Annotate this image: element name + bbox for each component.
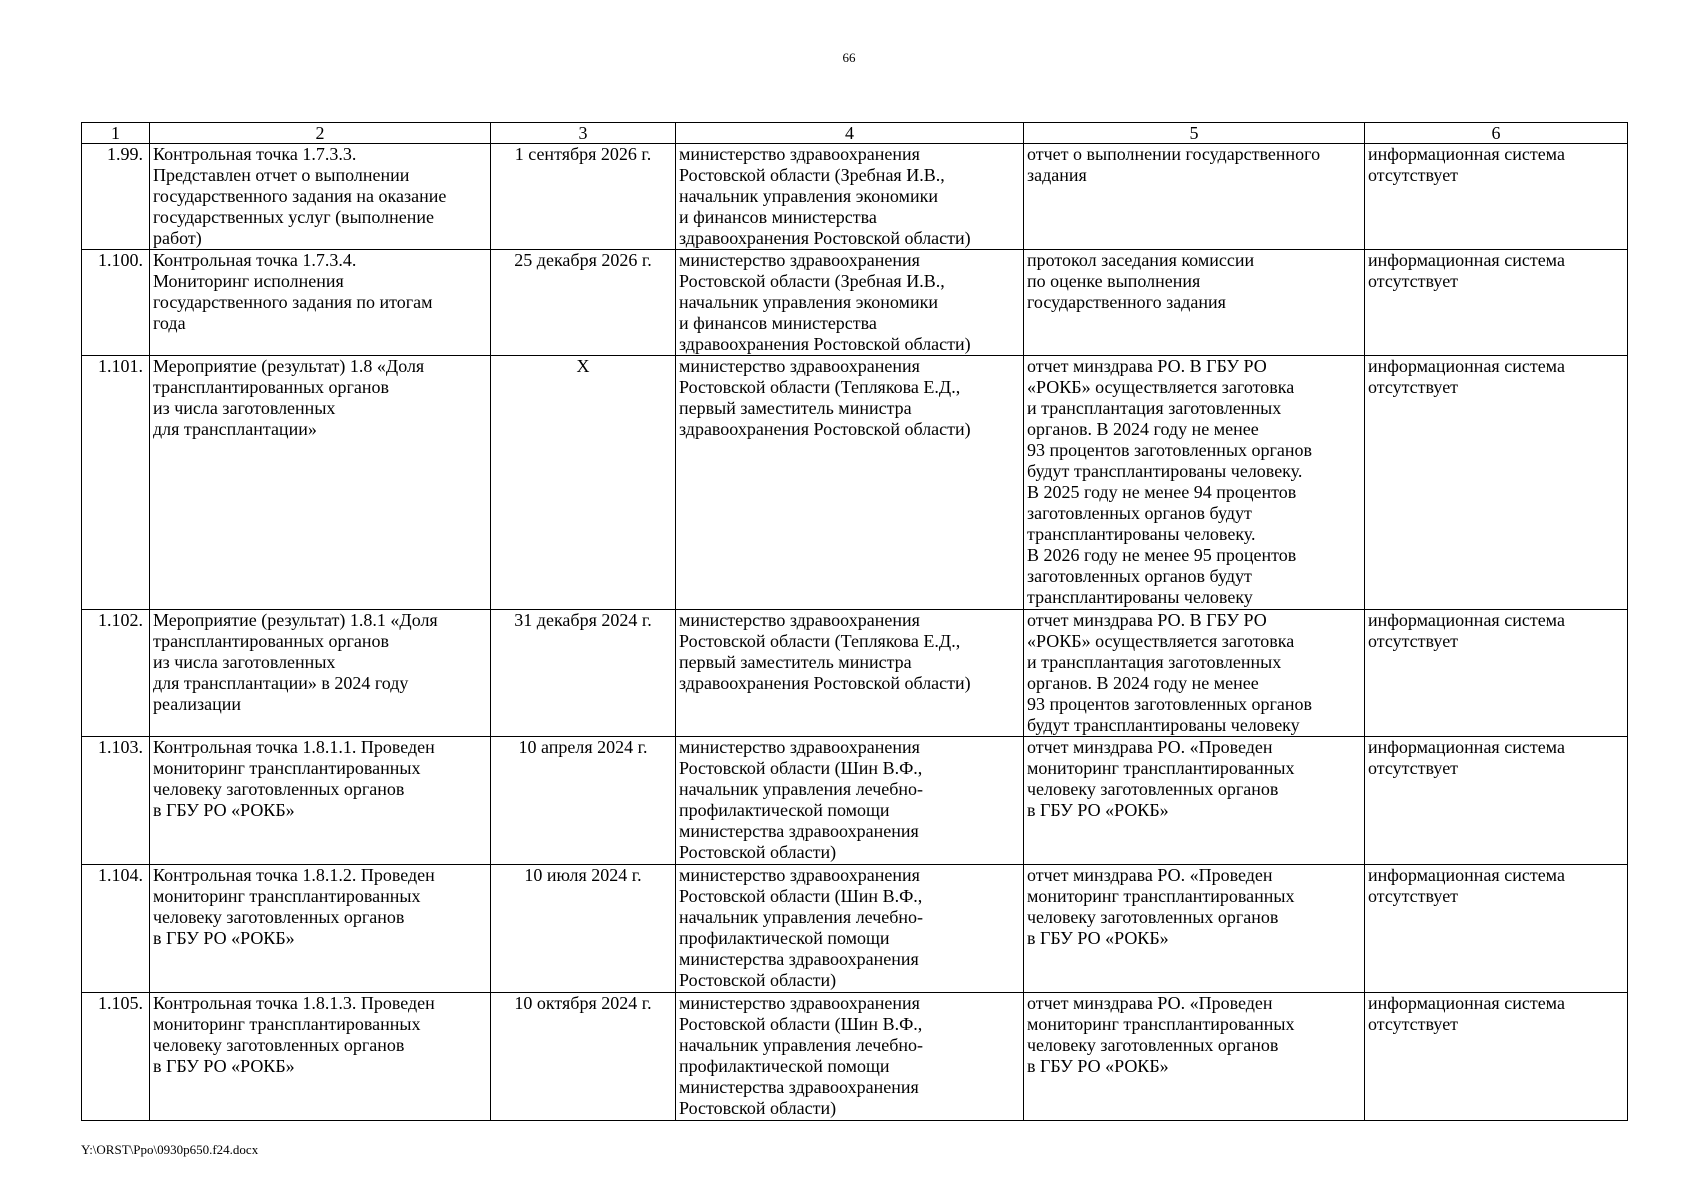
row-system: информационная система отсутствует bbox=[1365, 737, 1628, 865]
column-header-3: 3 bbox=[491, 123, 676, 144]
row-date: X bbox=[491, 356, 676, 610]
row-number: 1.103. bbox=[82, 737, 150, 865]
column-header-2: 2 bbox=[150, 123, 491, 144]
row-system: информационная система отсутствует bbox=[1365, 865, 1628, 993]
row-number: 1.101. bbox=[82, 356, 150, 610]
row-document: протокол заседания комиссии по оценке выполнения государственного задания bbox=[1024, 250, 1365, 356]
table-row bbox=[82, 144, 1628, 250]
row-name: Мероприятие (результат) 1.8 «Доля трансплантированных органов из числа заготовленных для трансплантации» bbox=[150, 356, 491, 610]
row-date: 1 сентября 2026 г. bbox=[491, 144, 676, 250]
row-number: 1.99. bbox=[82, 144, 150, 250]
row-responsible: министерство здравоохранения Ростовской области (Шин В.Ф., начальник управления лечебно- профилактической помощи министерства здравоохранения Ростовской области) bbox=[676, 993, 1024, 1121]
table-row bbox=[82, 610, 1628, 737]
row-system: информационная система отсутствует bbox=[1365, 993, 1628, 1121]
row-system: информационная система отсутствует bbox=[1365, 610, 1628, 737]
row-name: Контрольная точка 1.8.1.3. Проведен мониторинг трансплантированных человеку заготовленных органов в ГБУ РО «РОКБ» bbox=[150, 993, 491, 1121]
row-system: информационная система отсутствует bbox=[1365, 356, 1628, 610]
row-name: Контрольная точка 1.8.1.1. Проведен мониторинг трансплантированных человеку заготовленных органов в ГБУ РО «РОКБ» bbox=[150, 737, 491, 865]
row-document: отчет минздрава РО. «Проведен мониторинг трансплантированных человеку заготовленных органов в ГБУ РО «РОКБ» bbox=[1024, 993, 1365, 1121]
table-row bbox=[82, 865, 1628, 993]
row-responsible: министерство здравоохранения Ростовской области (Зребная И.В., начальник управления экономики и финансов министерства здравоохранения Ростовской области) bbox=[676, 250, 1024, 356]
row-system: информационная система отсутствует bbox=[1365, 144, 1628, 250]
row-responsible: министерство здравоохранения Ростовской области (Шин В.Ф., начальник управления лечебно- профилактической помощи министерства здравоохранения Ростовской области) bbox=[676, 865, 1024, 993]
page-number: 66 bbox=[842, 50, 856, 65]
row-document: отчет о выполнении государственного задания bbox=[1024, 144, 1365, 250]
column-header-1: 1 bbox=[82, 123, 150, 144]
row-responsible: министерство здравоохранения Ростовской области (Зребная И.В., начальник управления экономики и финансов министерства здравоохранения Ростовской области) bbox=[676, 144, 1024, 250]
row-date: 10 апреля 2024 г. bbox=[491, 737, 676, 865]
row-name: Контрольная точка 1.7.3.4. Мониторинг исполнения государственного задания по итогам года bbox=[150, 250, 491, 356]
row-name: Контрольная точка 1.7.3.3. Представлен отчет о выполнении государственного задания на оказание государственных услуг (выполнение работ) bbox=[150, 144, 491, 250]
row-date: 31 декабря 2024 г. bbox=[491, 610, 676, 737]
row-document: отчет минздрава РО. «Проведен мониторинг трансплантированных человеку заготовленных органов в ГБУ РО «РОКБ» bbox=[1024, 737, 1365, 865]
row-responsible: министерство здравоохранения Ростовской области (Теплякова Е.Д., первый заместитель министра здравоохранения Ростовской области) bbox=[676, 610, 1024, 737]
row-document: отчет минздрава РО. «Проведен мониторинг трансплантированных человеку заготовленных органов в ГБУ РО «РОКБ» bbox=[1024, 865, 1365, 993]
row-number: 1.105. bbox=[82, 993, 150, 1121]
footer-file-path: Y:\ORST\Ppo\0930p650.f24.docx bbox=[81, 1142, 259, 1157]
table-header-row bbox=[82, 123, 1628, 144]
column-header-5: 5 bbox=[1024, 123, 1365, 144]
row-date: 25 декабря 2026 г. bbox=[491, 250, 676, 356]
row-system: информационная система отсутствует bbox=[1365, 250, 1628, 356]
table-row bbox=[82, 356, 1628, 610]
row-document: отчет минздрава РО. В ГБУ РО «РОКБ» осуществляется заготовка и трансплантация заготовленных органов. В 2024 году не менее 93 процентов заготовленных органов будут трансплантированы человеку bbox=[1024, 610, 1365, 737]
table-row bbox=[82, 993, 1628, 1121]
row-responsible: министерство здравоохранения Ростовской области (Шин В.Ф., начальник управления лечебно- профилактической помощи министерства здравоохранения Ростовской области) bbox=[676, 737, 1024, 865]
row-number: 1.102. bbox=[82, 610, 150, 737]
row-date: 10 октября 2024 г. bbox=[491, 993, 676, 1121]
row-date: 10 июля 2024 г. bbox=[491, 865, 676, 993]
row-number: 1.104. bbox=[82, 865, 150, 993]
column-header-4: 4 bbox=[676, 123, 1024, 144]
table-row bbox=[82, 737, 1628, 865]
row-name: Мероприятие (результат) 1.8.1 «Доля трансплантированных органов из числа заготовленных для трансплантации» в 2024 году реализации bbox=[150, 610, 491, 737]
row-number: 1.100. bbox=[82, 250, 150, 356]
row-name: Контрольная точка 1.8.1.2. Проведен мониторинг трансплантированных человеку заготовленных органов в ГБУ РО «РОКБ» bbox=[150, 865, 491, 993]
row-responsible: министерство здравоохранения Ростовской области (Теплякова Е.Д., первый заместитель министра здравоохранения Ростовской области) bbox=[676, 356, 1024, 610]
column-header-6: 6 bbox=[1365, 123, 1628, 144]
table-row bbox=[82, 250, 1628, 356]
plan-table bbox=[81, 122, 1628, 1121]
row-document: отчет минздрава РО. В ГБУ РО «РОКБ» осуществляется заготовка и трансплантация заготовленных органов. В 2024 году не менее 93 процентов заготовленных органов будут трансплантированы человеку. В 2025 году не менее 94 процентов заготовленных органов будут трансплантированы человеку. В 2026 году не менее 95 процентов заготовленных органов будут трансплантированы человеку bbox=[1024, 356, 1365, 610]
